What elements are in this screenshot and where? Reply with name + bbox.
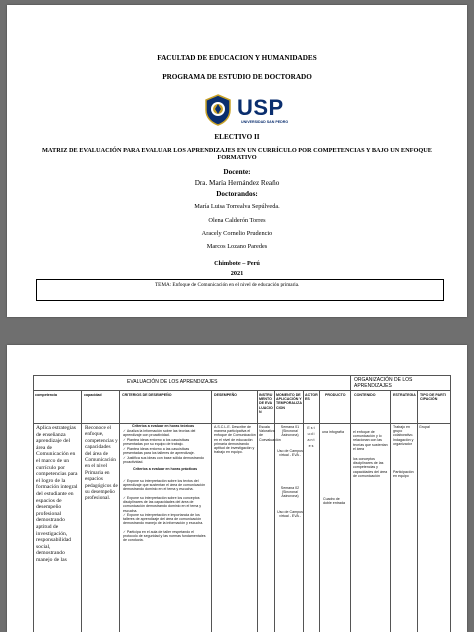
col-divider xyxy=(319,390,320,632)
usp-crest-icon xyxy=(203,93,233,127)
document-title: MATRIZ DE EVALUACIÓN PARA EVALUAR LOS APRENDIZAJES EN UN CURRÍCULO POR COMPETENCIAS Y BAJO UN ENFOQUE FORMATIVO xyxy=(41,147,433,162)
table-border-top xyxy=(33,375,451,376)
col-divider xyxy=(274,390,275,632)
group-header-org: ORGANIZACIÓN DE LOS APRENDIZAJES xyxy=(354,377,413,389)
cell-instrumento: Escala Valorativa de Coevaluación xyxy=(259,425,281,442)
table-header-bottom xyxy=(33,423,451,424)
student-name: Marcos Lozano Paredes xyxy=(206,243,268,250)
header-actores: ACTORES xyxy=(305,393,318,402)
tema-text: TEMA: Enfoque de Comunicación en el nivel de educación primaria. xyxy=(155,282,300,288)
criterio-item: ✓ Participa en el aula de taller respetando el protocolo de seguridad y las normas fundamentales de conducta. xyxy=(123,530,209,543)
momento-week-2: Semana 02 (Sincrona/ Asincrona) xyxy=(280,486,300,499)
course-title: ELECTIVO II xyxy=(214,133,260,141)
cell-producto-1: una infografía xyxy=(322,430,344,434)
criterio-item: ✓ Plantea ideas entorno a los casuísticas presentadas por su equipo de trabajo. xyxy=(123,438,209,446)
matrix-page xyxy=(7,345,467,632)
city-label: Chimbote – Perú xyxy=(214,260,260,267)
teacher-name: Dra. María Hernández Reaño xyxy=(194,179,280,187)
col-divider xyxy=(303,390,304,632)
col-divider xyxy=(257,390,258,632)
cell-competencia: Aplica estrategias de enseñanza aprendizaje del área de Comunicación en el marco de un currículo por competencias para el logro de la formación integral del estudiante en espacios de desempeño profesional demostrando aptitud de investigación, responsabilidad social, demostrando manejo de las xyxy=(36,425,78,563)
cell-desempeno: A.S.C.L.E. Describe de manera participativa el enfoque de Comunicación en el nivel de educación primaria demostrando aptitud de investigación y trabajo en equipo. xyxy=(214,425,256,455)
table-border-left xyxy=(33,375,34,632)
criterio-item: ✓ Expone su interpretación sobre los conceptos disciplinares de las capacidades del área de comunicación demostrando dominio en el tema y escucha. xyxy=(123,496,209,513)
criterio-item: ✓ Expone su interpretación e importancia de los talleres de aprendizaje del área de comunicación demostrando manejo de la información y escucha. xyxy=(123,513,209,526)
year-label: 2021 xyxy=(230,270,244,277)
cell-tipo: Grupal xyxy=(419,425,430,429)
col-divider xyxy=(119,390,120,632)
col-divider xyxy=(390,390,391,632)
group-header-eval: EVALUACIÓN DE LOS APRENDIZAJES xyxy=(127,379,218,385)
table-header-divider xyxy=(33,390,451,391)
usp-logo xyxy=(203,93,293,129)
header-momento: MOMENTO DE APLICACIÓN Y TEMPORALIZACION xyxy=(276,393,302,410)
cover-page xyxy=(7,5,467,317)
teacher-label: Docente: xyxy=(223,168,251,176)
header-producto: PRODUCTO xyxy=(325,393,346,397)
col-divider xyxy=(211,390,212,632)
criterio-item: ✓ Expone su interpretación sobre los textos del aprendizaje que sustentan el área de comunicación demostrando dominio en el tema y escucha. xyxy=(123,479,209,492)
header-desempeno: DESEMPEÑO xyxy=(214,393,237,397)
usp-logo-subtext: UNIVERSIDAD SAN PEDRO xyxy=(241,120,289,124)
criterio-item: ✓ Justifica sus ideas con base sólida demostrando proactividad. xyxy=(123,456,209,464)
usp-logo-text: USP xyxy=(237,95,284,120)
header-estrategia: ESTRATEGIA xyxy=(393,393,416,397)
student-name: Aracely Cornelio Prudencio xyxy=(201,230,273,237)
cell-estrategia-1: Trabajo en grupo colaborativo. Indagación y organizador xyxy=(393,425,414,446)
faculty-title: FACULTAD DE EDUCACION Y HUMANIDADES xyxy=(157,54,317,62)
col-divider xyxy=(81,390,82,632)
criterios-title-theory: Criterios a evaluar en horas teóricas xyxy=(132,424,195,428)
header-tipo: TIPO DE PARTICIPACIÓN xyxy=(420,393,446,402)
cell-actores: E s t u d i a n t e s xyxy=(307,426,315,448)
tema-box xyxy=(36,279,444,301)
criterios-title-practice: Criterios a evaluar en horas prácticas xyxy=(133,467,198,471)
group-divider xyxy=(350,375,351,632)
students-label: Doctorandos: xyxy=(216,190,258,198)
cell-producto-2: Cuadro de doble entrada xyxy=(323,497,345,506)
momento-week-1: Semana 01 (Sincrona/ Asincrona) xyxy=(280,425,300,438)
table-border-right xyxy=(450,375,451,632)
cell-contenido-1: el enfoque de comunicación y lo relacionan con las teorías que sustentan el área xyxy=(353,430,388,451)
program-title: PROGRAMA DE ESTUDIO DE DOCTORADO xyxy=(162,73,312,81)
student-name: Olena Calderón Torres xyxy=(208,217,266,224)
cell-estrategia-2: Participación en equipo xyxy=(393,470,414,479)
cell-capacidad: Reconoce el enfoque, competencias y capacidades del área de Comunicación en el nivel Primaria en espacios pedagógicos de su desempeño profesional. xyxy=(85,425,118,502)
header-capacidad: capacidad xyxy=(84,393,102,397)
header-criterios: CRITERIOS DE DESEMPEÑO xyxy=(122,393,172,397)
criterio-item: ✓ Analiza la información sobre las teorías del aprendizaje con proactividad. xyxy=(123,429,209,437)
student-name: María Luisa Torrealva Sepúlveda. xyxy=(194,203,280,210)
cell-contenido-2: los conceptos disciplinares de las competencias y capacidades del área de comunicación xyxy=(353,457,388,478)
momento-platform-2: Uso de Campus virtual - EVA - xyxy=(277,510,303,519)
header-contenido: CONTENIDO xyxy=(354,393,376,397)
criterio-item: ✓ Plantea ideas entorno a las casuísticas presentadas para los talleres de aprendizaje. xyxy=(123,447,209,455)
header-instrumento: INSTRUMENTO DE EVALUACION xyxy=(259,393,273,414)
momento-platform-1: Uso de Campus virtual - EVA - xyxy=(277,449,303,458)
col-divider xyxy=(417,390,418,632)
header-competencia: competencia xyxy=(35,393,57,397)
